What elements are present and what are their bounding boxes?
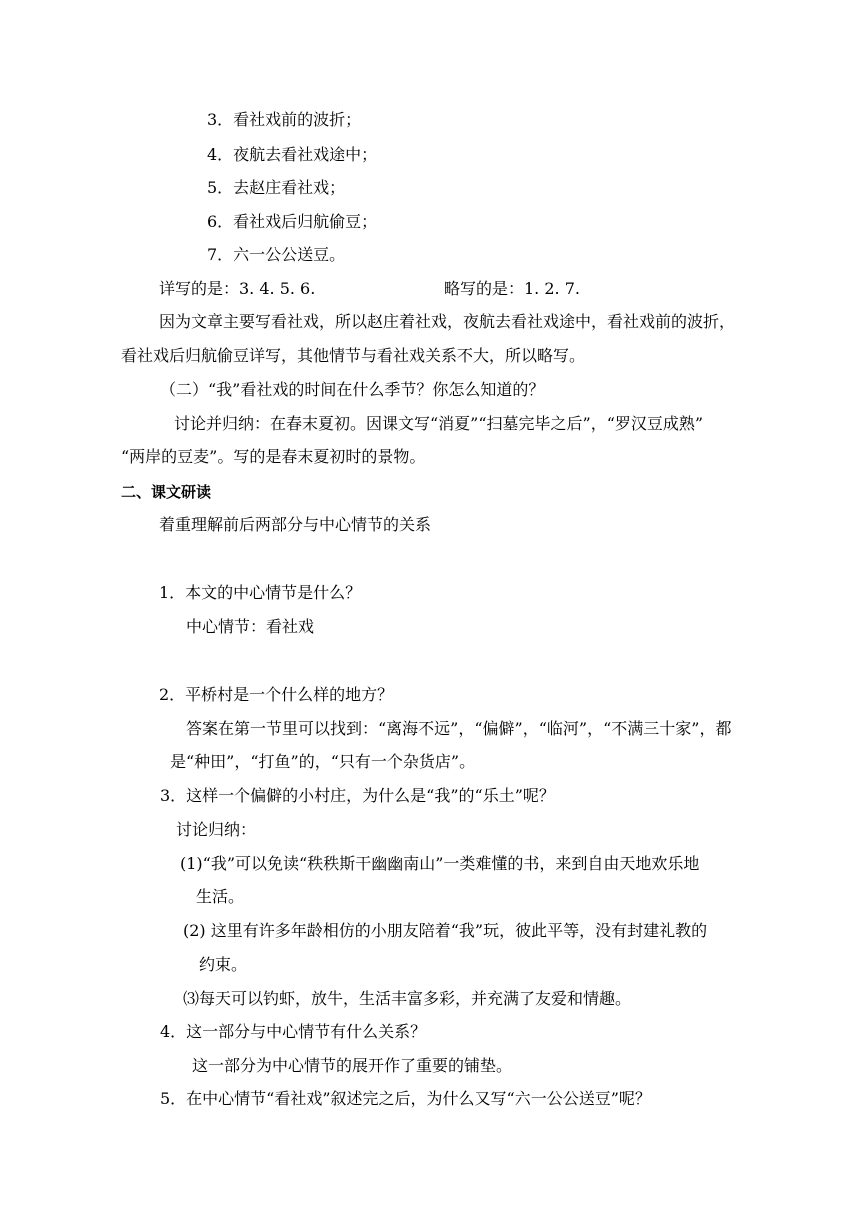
paragraph-line: 看社戏后归航偷豆详写，其他情节与看社戏关系不大，所以略写。 bbox=[121, 346, 586, 365]
question-4: 4．这一部分与中心情节有什么关系？ bbox=[160, 1022, 427, 1041]
answer-2-cont: 是“种田”，“打鱼”的，“只有一个杂货店”。 bbox=[170, 752, 476, 771]
answer-1: 中心情节：看社戏 bbox=[186, 617, 315, 636]
point-1: (1)“我”可以免读“秩秩斯干幽幽南山”一类难懂的书，来到自由天地欢乐地 bbox=[180, 854, 700, 873]
discussion-label: 讨论归纳： bbox=[176, 820, 257, 839]
list-item-6: 6．看社戏后归航偷豆； bbox=[207, 212, 378, 231]
question-1: 1．本文的中心情节是什么？ bbox=[159, 583, 362, 602]
question-2: 2．平桥村是一个什么样的地方？ bbox=[159, 685, 394, 704]
list-item-4: 4．夜航去看社戏途中； bbox=[207, 145, 378, 164]
section-intro: 着重理解前后两部分与中心情节的关系 bbox=[159, 515, 432, 534]
point-2: (2) 这里有许多年龄相仿的小朋友陪着“我”玩，彼此平等，没有封建礼教的 bbox=[183, 921, 708, 940]
list-item-5: 5．去赵庄看社戏； bbox=[207, 178, 346, 197]
list-item-7: 7．六一公公送豆。 bbox=[207, 245, 346, 264]
question-season: （二）“我”看社戏的时间在什么季节？你怎么知道的？ bbox=[160, 380, 545, 399]
paragraph-line: “两岸的豆麦”。写的是春末夏初时的景物。 bbox=[121, 447, 426, 466]
point-1-cont: 生活。 bbox=[196, 887, 245, 906]
point-3: ⑶每天可以钓虾，放牛，生活丰富多彩，并充满了友爱和情趣。 bbox=[183, 989, 632, 1008]
list-item-3: 3．看社戏前的波折； bbox=[207, 110, 362, 129]
detailed-parts: 详写的是：3. 4. 5. 6. bbox=[159, 279, 316, 298]
brief-parts: 略写的是：1. 2. 7. bbox=[444, 279, 580, 298]
answer-4: 这一部分为中心情节的展开作了重要的铺垫。 bbox=[192, 1056, 513, 1075]
question-3: 3．这样一个偏僻的小村庄，为什么是“我”的“乐土”呢？ bbox=[160, 786, 555, 805]
paragraph-line: 因为文章主要写看社戏，所以赵庄着社戏，夜航去看社戏途中，看社戏前的波折， bbox=[159, 312, 736, 331]
answer-2: 答案在第一节里可以找到：“离海不远”，“偏僻”，“临河”，“不满三十家”，都 bbox=[186, 719, 732, 738]
paragraph-line: 讨论并归纳：在春末夏初。因课文写“消夏”“扫墓完毕之后”，“罗汉豆成熟” bbox=[174, 414, 704, 433]
point-2-cont: 约束。 bbox=[199, 955, 248, 974]
section-heading: 二、课文研读 bbox=[121, 483, 212, 501]
question-5: 5．在中心情节“看社戏”叙述完之后，为什么又写“六一公公送豆”呢？ bbox=[160, 1089, 651, 1108]
